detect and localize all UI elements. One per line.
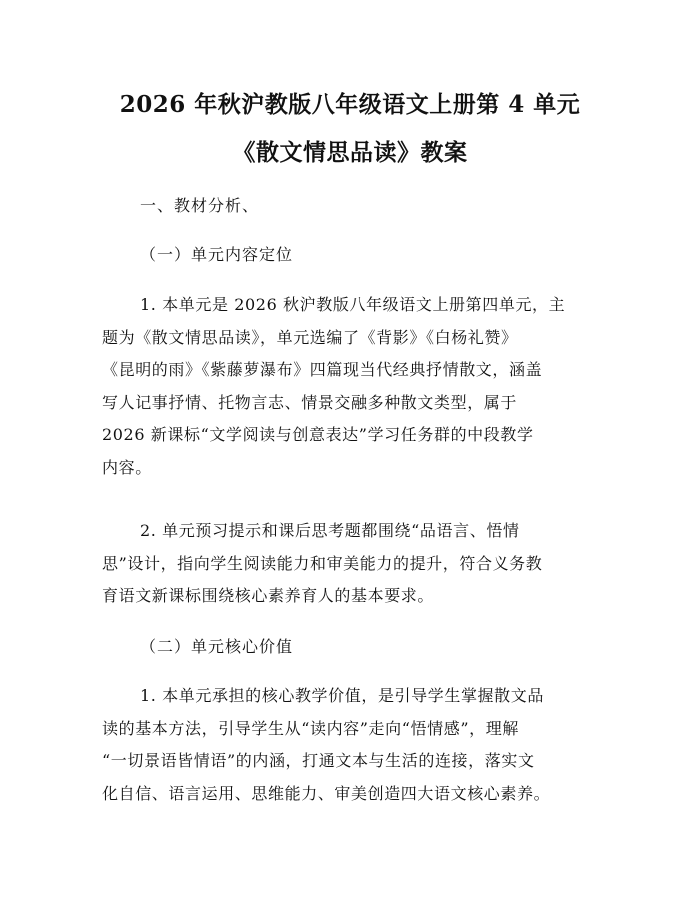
paragraph-line: 2026 新课标“文学阅读与创意表达”学习任务群的中段教学 [102,425,534,444]
paragraph-line: 1. 本单元承担的核心教学价值，是引导学生掌握散文品 [140,686,544,705]
paragraph-line: 写人记事抒情、托物言志、情景交融多种散文类型，属于 [102,392,518,412]
paragraph-unit-positioning-1 [102,289,602,484]
paragraph-line: 1. 本单元是 2026 秋沪教版八年级语文上册第四单元，主 [140,295,566,314]
section-heading-teaching-material-analysis: 一、教材分析、 [140,196,260,215]
subsection-heading-unit-core-value: （二）单元核心价值 [140,637,294,656]
paragraph-line: 育语文新课标围绕核心素养育人的基本要求。 [102,586,435,605]
paragraph-line: 题为《散文情思品读》，单元选编了《背影》《白杨礼赞》 [102,327,518,347]
paragraph-line: 读的基本方法，引导学生从“读内容”走向“悟情感”，理解 [102,718,519,738]
paragraph-unit-positioning-2 [102,515,602,613]
paragraph-line: 内容。 [102,457,152,477]
paragraph-line: “一切景语皆情语”的内涵，打通文本与生活的连接，落实文 [102,751,535,770]
paragraph-line: 《昆明的雨》《紫藤萝瀑布》四篇现当代经典抒情散文，涵盖 [102,360,543,379]
document-title-line-2: 《散文情思品读》教案 [232,139,468,166]
paragraph-line: 2. 单元预习提示和课后思考题都围绕“品语言、悟情 [140,521,520,540]
paragraph-line: 化自信、语言运用、思维能力、审美创造四大语文核心素养。 [102,783,551,803]
paragraph-line: 思”设计，指向学生阅读能力和审美能力的提升，符合义务教 [102,553,543,573]
paragraph-unit-core-value-1 [102,680,602,810]
subsection-heading-unit-content-positioning: （一）单元内容定位 [140,245,294,264]
document-title-line-1: 2026 年秋沪教版八年级语文上册第 4 单元 [119,91,581,118]
